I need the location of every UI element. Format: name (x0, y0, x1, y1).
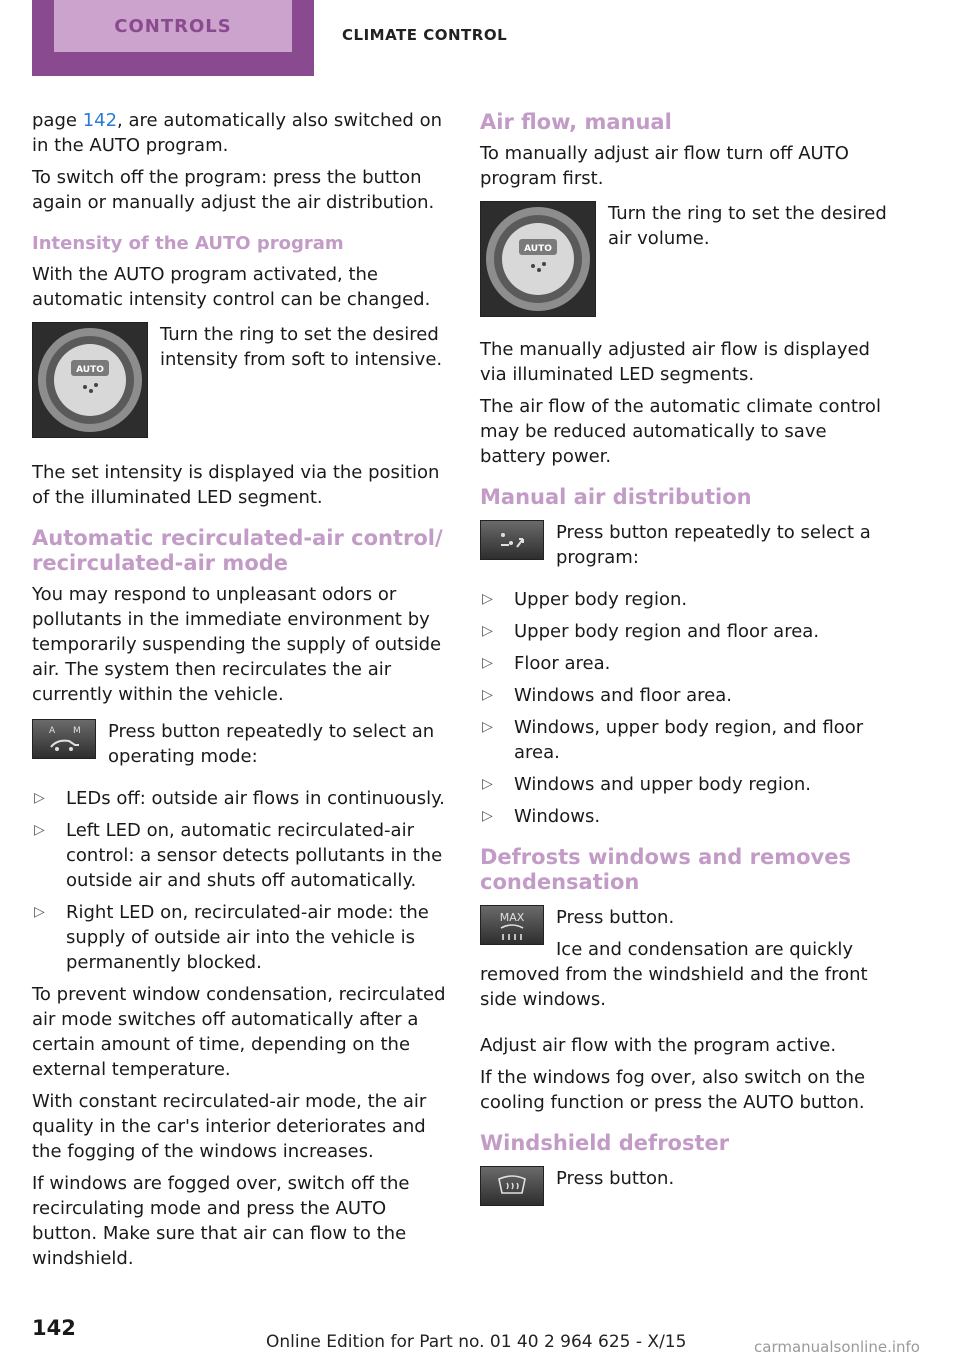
defrost-press: Press button. (556, 907, 675, 928)
list-item (480, 619, 890, 644)
list-item (480, 715, 890, 765)
left-column (32, 108, 450, 1278)
max-defrost-icon (481, 906, 543, 944)
windshield-defrost-icon (481, 1167, 543, 1205)
triangle-bullet-icon: ▷ (482, 719, 493, 735)
list-item (480, 804, 890, 829)
intensity-figure (32, 322, 450, 444)
defrost-fog: If the windows fog over, also switch on the cooling function or press the AUTO button. (480, 1067, 866, 1113)
triangle-bullet-icon: ▷ (482, 623, 493, 639)
recirc-text: You may respond to unpleasant odors or pollutants in the immediate environment by temporarily suspending the supply of outside air. The system then recirculates the air currently within the vehicle. (32, 584, 442, 705)
distribution-heading: Manual air distribution (480, 485, 752, 509)
list-item-text: Upper body region and floor area. (514, 621, 820, 642)
windshield-figure (480, 1166, 890, 1212)
triangle-bullet-icon: ▷ (482, 687, 493, 703)
climate-ring-icon (481, 202, 595, 316)
list-item-text: Windows, upper body region, and floor area. (514, 717, 864, 763)
recirc-button-image (32, 719, 96, 759)
page-number: 142 (32, 1316, 76, 1340)
list-item (480, 772, 890, 797)
list-item-text: Left LED on, automatic recirculated-air control: a sensor detects pollutants in the outside air and shuts off automatically. (66, 820, 443, 891)
intensity-figure-text: Turn the ring to set the desired intensity from soft to intensive. (160, 324, 443, 370)
intro-paragraph (32, 108, 450, 158)
recirc-heading: Automatic recirculated-air control/ recirculated-air mode (32, 526, 443, 575)
recirc-list (32, 786, 450, 975)
svg-text:AUTO: AUTO (524, 244, 552, 254)
windshield-heading: Windshield defroster (480, 1131, 730, 1155)
triangle-bullet-icon: ▷ (482, 776, 493, 792)
max-defrost-button-image (480, 905, 544, 945)
recirc-figure (32, 719, 450, 776)
list-item-text: LEDs off: outside air flows in continuously. (66, 788, 445, 809)
list-item-text: Upper body region. (514, 589, 688, 610)
airflow-led-text: The manually adjusted air flow is displayed via illuminated LED segments. (480, 339, 870, 385)
list-item (480, 651, 890, 676)
defrost-adjust: Adjust air flow with the program active. (480, 1035, 837, 1056)
list-item (480, 683, 890, 708)
distribution-figure (480, 520, 890, 577)
triangle-bullet-icon: ▷ (482, 808, 493, 824)
intensity-heading: Intensity of the AUTO program (32, 233, 344, 254)
section-tab-label: CONTROLS (54, 0, 292, 52)
airflow-heading: Air flow, manual (480, 110, 672, 134)
intensity-note: The set intensity is displayed via the position of the illuminated LED segment. (32, 462, 440, 508)
svg-text:M: M (73, 726, 81, 736)
list-item (32, 818, 450, 893)
auto-ring-image (32, 322, 148, 438)
intro-suffix: , are automatically also switched on in the AUTO program. (32, 110, 443, 156)
triangle-bullet-icon: ▷ (34, 904, 45, 920)
svg-text:AUTO: AUTO (76, 365, 104, 375)
list-item-text: Right LED on, recirculated-air mode: the supply of outside air into the vehicle is permanently blocked. (66, 902, 429, 973)
climate-ring-icon (33, 323, 147, 437)
list-item (32, 786, 450, 811)
defrost-figure (480, 905, 890, 1019)
defrost-text: Ice and condensation are quickly removed from the windshield and the front side windows. (480, 939, 868, 1010)
triangle-bullet-icon: ▷ (482, 591, 493, 607)
recirculation-icon (33, 720, 95, 758)
intensity-text: With the AUTO program activated, the automatic intensity control can be changed. (32, 264, 431, 310)
svg-text:MAX: MAX (499, 911, 525, 924)
defrost-heading: Defrosts windows and removes condensation (480, 845, 851, 894)
fogged-text: If windows are fogged over, switch off the recirculating mode and press the AUTO button. Make sure that air can flow to the windshield. (32, 1173, 410, 1269)
recirc-figure-text: Press button repeatedly to select an operating mode: (108, 721, 435, 767)
list-item-text: Windows and upper body region. (514, 774, 811, 795)
triangle-bullet-icon: ▷ (482, 655, 493, 671)
distribution-list (480, 587, 890, 829)
airflow-figure (480, 201, 890, 323)
list-item (480, 587, 890, 612)
watermark: carmanualsonline.info (754, 1338, 920, 1356)
air-distribution-icon (481, 521, 543, 559)
list-item-text: Floor area. (514, 653, 611, 674)
list-item (32, 900, 450, 975)
triangle-bullet-icon: ▷ (34, 790, 45, 806)
svg-text:A: A (49, 726, 56, 736)
edition-footer: Online Edition for Part no. 01 40 2 964 625 - X/15 (266, 1332, 687, 1352)
windshield-press: Press button. (556, 1168, 675, 1189)
intro-prefix: page (32, 110, 83, 131)
chapter-tab-label: CLIMATE CONTROL (342, 26, 508, 44)
right-column (480, 110, 890, 1212)
section-tab (32, 0, 314, 76)
constant-text: With constant recirculated-air mode, the air quality in the car's interior deteriorates and the fogging of the windows increases. (32, 1091, 427, 1162)
windshield-button-image (480, 1166, 544, 1206)
list-item-text: Windows and floor area. (514, 685, 733, 706)
airflow-battery-text: The air flow of the automatic climate control may be reduced automatically to save battery power. (480, 396, 881, 467)
distribution-figure-text: Press button repeatedly to select a program: (556, 522, 871, 568)
switch-off-paragraph: To switch off the program: press the button again or manually adjust the air distribution. (32, 167, 435, 213)
triangle-bullet-icon: ▷ (34, 822, 45, 838)
list-item-text: Windows. (514, 806, 601, 827)
condensation-text: To prevent window condensation, recirculated air mode switches off automatically after a certain amount of time, depending on the external temperature. (32, 984, 446, 1080)
distribution-button-image (480, 520, 544, 560)
airflow-text: To manually adjust air flow turn off AUTO program first. (480, 143, 849, 189)
page-link[interactable]: 142 (82, 110, 118, 131)
airflow-figure-text: Turn the ring to set the desired air volume. (608, 203, 887, 249)
airflow-ring-image (480, 201, 596, 317)
